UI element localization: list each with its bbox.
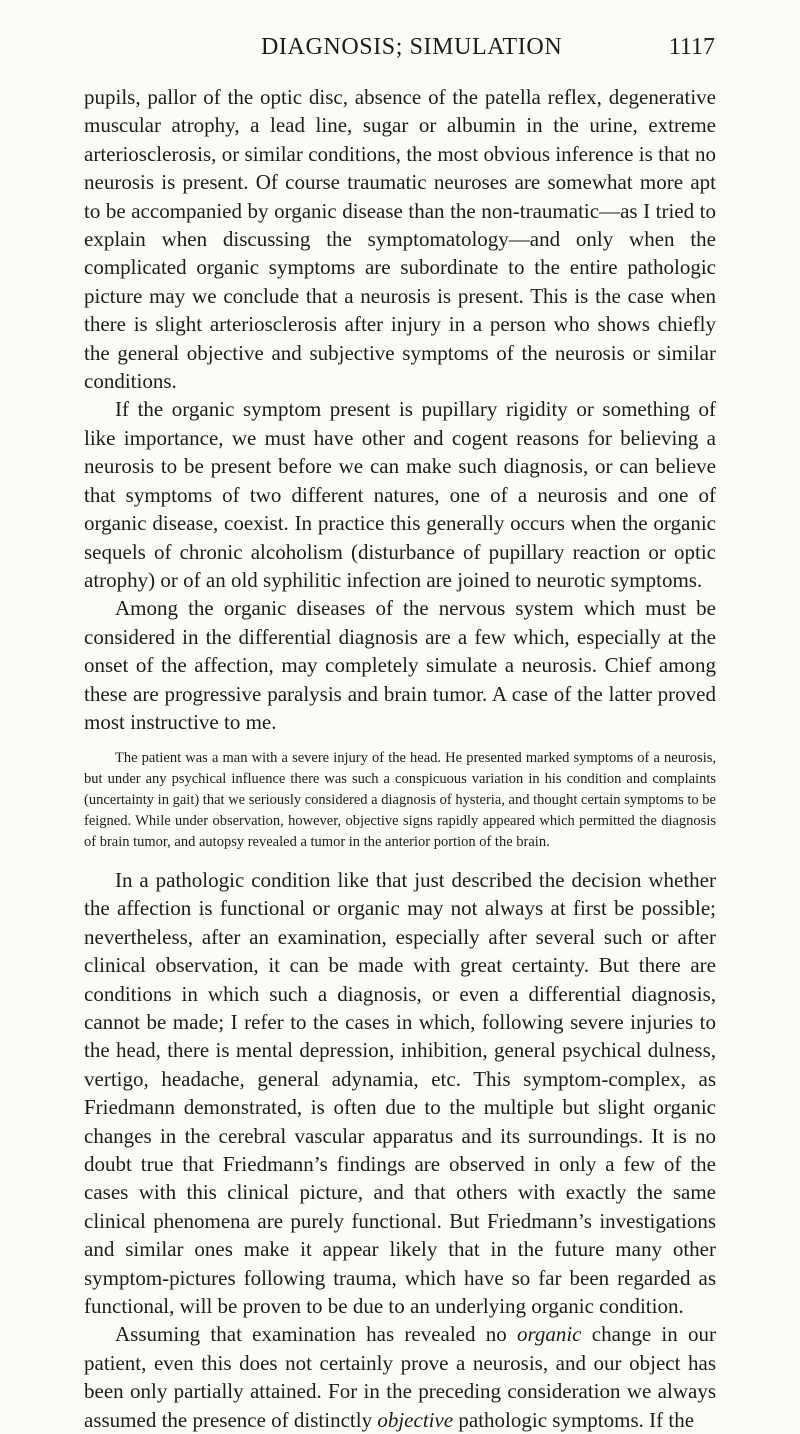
- paragraph-pupillary-rigidity: If the organic symptom present is pupillary rigidity or something of like importance, we must have other and cogent reasons for believing a neurosis to be present before we can make such diagnosis, or can believe that symptoms of two different natures, one of a neurosis and one of organic disease, coexist. In practice this generally occurs when the organic sequels of chronic alcoholism (disturbance of pupillary reaction or optic atrophy) or of an old syphilitic infection are joined to neurotic symptoms.: [84, 397, 716, 592]
- paragraph-text: pathologic symptoms. If the: [453, 1407, 695, 1432]
- paragraph-pathologic-condition: In a pathologic condition like that just described the decision whether the affection is functional or organic may not always at first be possible; nevertheless, after an examination, especially after several such or after clinical observation, it can be made with great certainty. But there are conditions in which such a diagnosis, or even a differential diagnosis, cannot be made; I refer to the cases in which, following severe injuries to the head, there is mental depression, inhibition, general psychical dulness, vertigo, headache, general adynamia, etc. This symptom-complex, as Friedmann demonstrated, is often due to the multiple but slight organic changes in the cerebral vascular apparatus and its surroundings. It is no doubt true that Friedmann’s findings are observed in only a few of the cases with this clinical picture, and that others with exactly the same clinical phenomena are purely functional. But Friedmann’s investigations and similar ones make it appear likely that in the future many other symptom-pictures following trauma, which have so far been regarded as functional, will be proven to be due to an underlying organic condition.: [84, 867, 716, 1318]
- paragraph-continued: pupils, pallor of the optic disc, absence of the patella reflex, degenerative muscular atrophy, a lead line, sugar or albumin in the urine, extreme arteriosclerosis, or similar conditions, the most obvious inference is that no neurosis is present. Of course traumatic neuroses are somewhat more apt to be accompanied by organic disease than the non-traumatic—as I tried to explain when discussing the symptomatology—and only when the complicated organic symptoms are subordinate to the entire pathologic picture may we conclude that a neurosis is present. This is the case when there is slight arteriosclerosis after injury in a person who shows chiefly the general objective and subjective symptoms of the neurosis or similar conditions.: [84, 85, 716, 394]
- page-number: 1117: [668, 34, 715, 60]
- paragraph-assuming: [84, 1320, 716, 1434]
- paragraph-organic-diseases: Among the organic diseases of the nervous system which must be considered in the differential diagnosis are a few which, especially at the onset of the affection, may completely simulate a neurosis. Chief among these are progressive paralysis and brain tumor. A case of the latter proved most instructive to me.: [84, 596, 716, 734]
- running-head: [261, 34, 715, 66]
- emphasis-organic: organic: [516, 1322, 582, 1347]
- paragraph-text: change in our patient, even this does not certainly prove a neurosis, and our object has been only partially attained. For in the preceding consideration we always assumed the presence of distinctly: [84, 1322, 716, 1432]
- running-head-title: DIAGNOSIS; SIMULATION: [261, 34, 563, 60]
- paragraph-text: Assuming that examination has revealed no: [115, 1322, 517, 1347]
- case-report-paragraph: The patient was a man with a severe injury of the head. He presented marked symptoms of a neurosis, but under any psychical influence there was such a conspicuous variation in his condition and complaints (uncertainty in gait) that we seriously considered a diagnosis of hysteria, and thought certain symptoms to be feigned. While under observation, however, objective signs rapidly appeared which permitted the diagnosis of brain tumor, and autopsy revealed a tumor in the anterior portion of the brain.: [84, 750, 716, 850]
- body-text: [84, 83, 716, 1434]
- emphasis-objective: objective: [377, 1407, 454, 1432]
